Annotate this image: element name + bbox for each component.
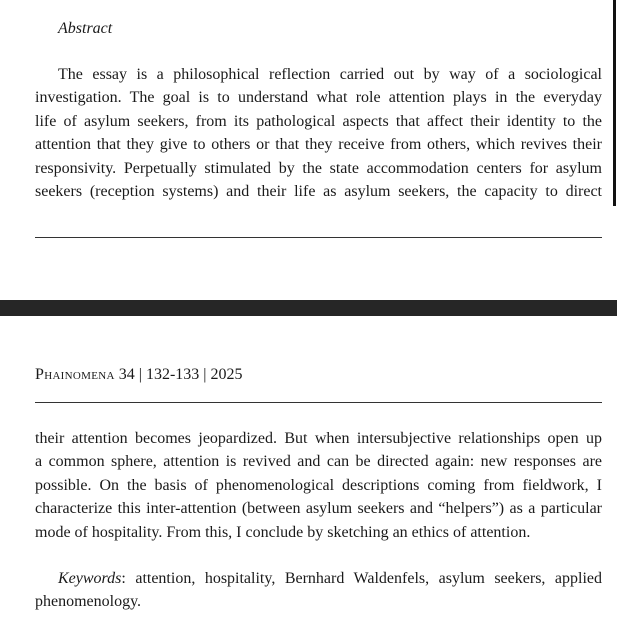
keywords-block — [35, 567, 602, 614]
continuation-line: characterize this inter-attention (between asylum seekers and “helpers”) as a particular — [35, 500, 602, 518]
journal-name: Phainomena — [35, 366, 115, 383]
keywords-label: Keywords — [58, 570, 122, 587]
page-separator — [0, 300, 617, 316]
abstract-line: The essay is a philosophical reflection carried out by way of a sociological — [58, 66, 602, 83]
continuation-line: a common sphere, attention is revived and can be directed again: new responses are — [35, 453, 602, 471]
journal-year: 2025 — [210, 366, 243, 383]
keywords-list: : attention, hospitality, Bernhard Waldenfels, asylum seekers, applied — [121, 570, 602, 587]
separator: | — [203, 366, 207, 383]
keywords-line — [35, 567, 602, 590]
abstract-heading: Abstract — [58, 20, 113, 37]
abstract-line: attention that they give to others or that they receive from others, which revives their — [35, 136, 602, 154]
page-top — [0, 0, 617, 300]
abstract-paragraph — [35, 63, 602, 203]
continuation-line: their attention becomes jeopardized. But when intersubjective relationships open up — [35, 430, 602, 447]
continuation-line: mode of hospitality. From this, I conclude by sketching an ethics of attention. — [35, 523, 531, 541]
page-range: 132-133 — [145, 366, 200, 383]
journal-volume: 34 — [118, 366, 135, 383]
abstract-continuation — [35, 427, 602, 544]
running-head — [35, 364, 242, 386]
keywords-line: phenomenology. — [35, 593, 142, 611]
abstract-line: seekers (reception systems) and their life as asylum seekers, the capacity to direct — [35, 183, 602, 201]
separator: | — [138, 366, 142, 383]
abstract-line: investigation. The goal is to understand what role attention plays in the everyday — [35, 89, 602, 107]
header-rule — [35, 402, 602, 403]
footer-rule — [35, 237, 602, 238]
abstract-line: life of asylum seekers, from its pathological aspects that affect their identity to the — [35, 112, 602, 130]
abstract-line: responsivity. Perpetually stimulated by the state accommodation centers for asylum — [35, 159, 602, 177]
continuation-line: possible. On the basis of phenomenological descriptions coming from fieldwork, I — [35, 476, 602, 494]
page-edge-bar — [613, 0, 616, 206]
